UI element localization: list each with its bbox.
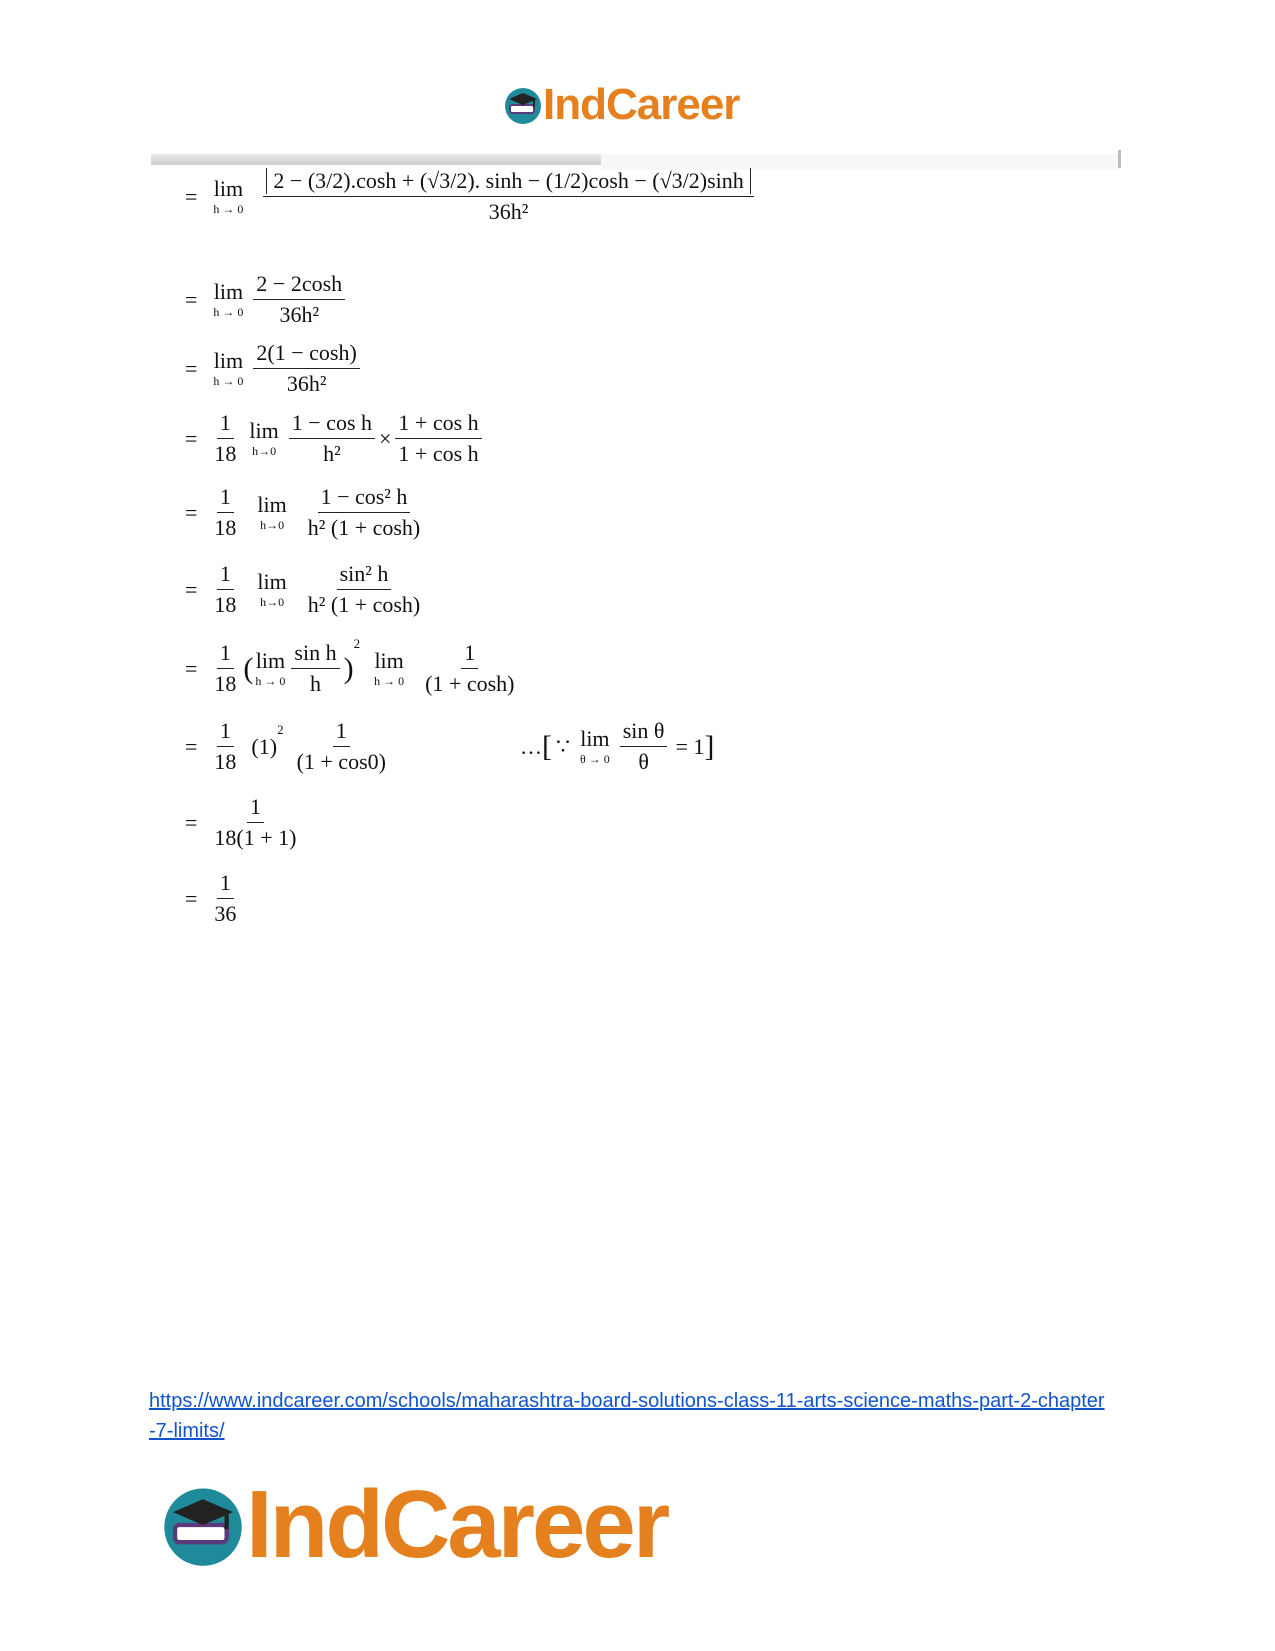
numerator: 1 bbox=[247, 794, 264, 823]
limit bbox=[213, 281, 243, 318]
numerator: sin² h bbox=[337, 561, 392, 590]
lim-subscript: θ → 0 bbox=[580, 752, 610, 766]
equals-sign: = bbox=[185, 286, 198, 312]
denominator: 36h² bbox=[279, 302, 320, 327]
exponent: 2 bbox=[353, 636, 361, 651]
bracketed-expression bbox=[266, 168, 750, 194]
limit bbox=[257, 571, 286, 608]
right-paren: ) bbox=[343, 651, 354, 685]
limit bbox=[257, 494, 286, 531]
numerator: sin θ bbox=[620, 718, 668, 747]
lim-subscript: h → 0 bbox=[213, 202, 244, 216]
because-symbol: ∵ bbox=[556, 733, 570, 759]
lim-subscript: h → 0 bbox=[213, 305, 244, 319]
lim-subscript: h → 0 bbox=[255, 674, 286, 688]
fraction bbox=[422, 640, 517, 697]
coefficient bbox=[211, 484, 239, 541]
numerator: 1 bbox=[217, 718, 234, 747]
denominator: 18 bbox=[214, 515, 237, 540]
limit bbox=[213, 178, 243, 215]
left-bracket: [ bbox=[542, 729, 552, 763]
graduation-cap-book-icon bbox=[503, 85, 543, 125]
right-bracket: ] bbox=[704, 729, 715, 763]
lim-text: lim bbox=[249, 418, 279, 443]
numerator: 1 bbox=[217, 410, 234, 439]
numerator: 1 bbox=[461, 640, 478, 669]
denominator: 18 bbox=[214, 441, 237, 466]
equals-sign: = bbox=[185, 885, 198, 911]
limit bbox=[255, 650, 285, 687]
fraction bbox=[620, 718, 668, 775]
equals-sign: = bbox=[185, 733, 198, 759]
coefficient bbox=[211, 561, 239, 618]
numerator: 1 bbox=[217, 561, 234, 590]
denominator: 18 bbox=[214, 749, 237, 774]
numerator: 1 − cos h bbox=[289, 410, 375, 439]
denominator: (1 + cosh) bbox=[425, 671, 515, 696]
fraction bbox=[289, 410, 375, 467]
denominator: θ bbox=[638, 749, 649, 774]
numerator: 1 bbox=[217, 484, 234, 513]
numerator: 2(1 − cosh) bbox=[253, 340, 359, 369]
limit bbox=[213, 350, 243, 387]
ellipsis: … bbox=[520, 733, 542, 759]
denominator: 1 + cos h bbox=[398, 441, 479, 466]
equals-sign: = bbox=[185, 355, 198, 381]
standard-limit-hint bbox=[520, 718, 714, 775]
fraction bbox=[395, 410, 481, 467]
step-8 bbox=[185, 718, 715, 775]
lim-text: lim bbox=[374, 648, 404, 673]
one-in-parens: (1) bbox=[251, 733, 278, 759]
scan-border bbox=[151, 154, 601, 165]
lim-subscript: h→0 bbox=[252, 444, 277, 458]
lim-text: lim bbox=[257, 492, 287, 517]
fraction bbox=[253, 271, 345, 328]
step-7 bbox=[185, 636, 522, 697]
footer-logo bbox=[160, 1470, 667, 1580]
lim-text: lim bbox=[213, 348, 244, 373]
numerator: 1 − cos² h bbox=[318, 484, 411, 513]
numerator: 2 − 2cosh bbox=[253, 271, 345, 300]
exponent: 2 bbox=[277, 722, 284, 737]
fraction bbox=[211, 794, 299, 851]
denominator: h² (1 + cosh) bbox=[307, 515, 421, 540]
step-6 bbox=[185, 561, 427, 618]
fraction bbox=[305, 561, 423, 618]
denominator: 18(1 + 1) bbox=[214, 825, 297, 850]
denominator: 36h² bbox=[286, 371, 327, 396]
step-1 bbox=[185, 168, 758, 225]
brand-name: IndCareer bbox=[246, 1471, 668, 1578]
limit bbox=[374, 650, 404, 687]
equals-sign: = bbox=[185, 425, 198, 451]
step-4 bbox=[185, 410, 486, 467]
lim-text: lim bbox=[255, 648, 286, 673]
lim-subscript: h → 0 bbox=[374, 674, 405, 688]
lim-text: lim bbox=[257, 569, 287, 594]
equals-sign: = bbox=[185, 499, 198, 525]
lim-text: lim bbox=[580, 726, 610, 751]
limit bbox=[580, 728, 610, 765]
source-url-link[interactable]: https://www.indcareer.com/schools/maharashtra-board-solutions-class-11-arts-science-maths-part-2-chapter-7-limits/ bbox=[149, 1390, 1105, 1442]
denominator: 18 bbox=[214, 671, 237, 696]
equals-sign: = bbox=[185, 576, 198, 602]
step-2 bbox=[185, 271, 349, 328]
step-3 bbox=[185, 340, 364, 397]
denominator: 36h² bbox=[488, 199, 529, 224]
equals-sign: = bbox=[185, 809, 198, 835]
lim-text: lim bbox=[213, 279, 244, 304]
coefficient bbox=[211, 410, 239, 467]
fraction bbox=[294, 718, 389, 775]
numerator: 1 bbox=[217, 640, 234, 669]
graduation-cap-book-icon bbox=[160, 1482, 246, 1568]
denominator: 36 bbox=[214, 901, 237, 926]
fraction bbox=[305, 484, 423, 541]
scan-edge bbox=[1118, 150, 1121, 168]
denominator: 18 bbox=[214, 592, 237, 617]
step-10 bbox=[185, 870, 243, 927]
numerator: 1 bbox=[333, 718, 350, 747]
numerator bbox=[263, 168, 753, 197]
numerator: 1 bbox=[217, 870, 234, 899]
left-paren: ( bbox=[243, 651, 254, 685]
header-logo bbox=[503, 80, 739, 130]
numerator: sin h bbox=[291, 640, 339, 669]
brand-name: IndCareer bbox=[543, 80, 740, 129]
lim-subscript: h → 0 bbox=[213, 374, 244, 388]
lim-subscript: h→0 bbox=[260, 518, 285, 532]
step-9 bbox=[185, 794, 303, 851]
fraction bbox=[291, 640, 339, 697]
fraction bbox=[211, 870, 239, 927]
numerator-text: 2 − (3/2).cosh + (√3/2). sinh − (1/2)cosh − (√3/2)sinh bbox=[273, 168, 744, 193]
lim-subscript: h→0 bbox=[260, 595, 285, 609]
fraction bbox=[263, 168, 753, 225]
equals-sign: = bbox=[185, 655, 198, 681]
fraction bbox=[253, 340, 359, 397]
times-sign: × bbox=[379, 425, 392, 451]
denominator: h² (1 + cosh) bbox=[307, 592, 421, 617]
equals-sign: = bbox=[185, 183, 198, 209]
step-5 bbox=[185, 484, 427, 541]
coefficient bbox=[211, 640, 239, 697]
denominator: (1 + cos0) bbox=[296, 749, 386, 774]
limit bbox=[249, 420, 278, 457]
denominator: h² bbox=[323, 441, 341, 466]
lim-text: lim bbox=[213, 176, 244, 201]
limit-value: = 1 bbox=[675, 733, 705, 759]
numerator: 1 + cos h bbox=[395, 410, 481, 439]
coefficient bbox=[211, 718, 239, 775]
denominator: h bbox=[310, 671, 322, 696]
